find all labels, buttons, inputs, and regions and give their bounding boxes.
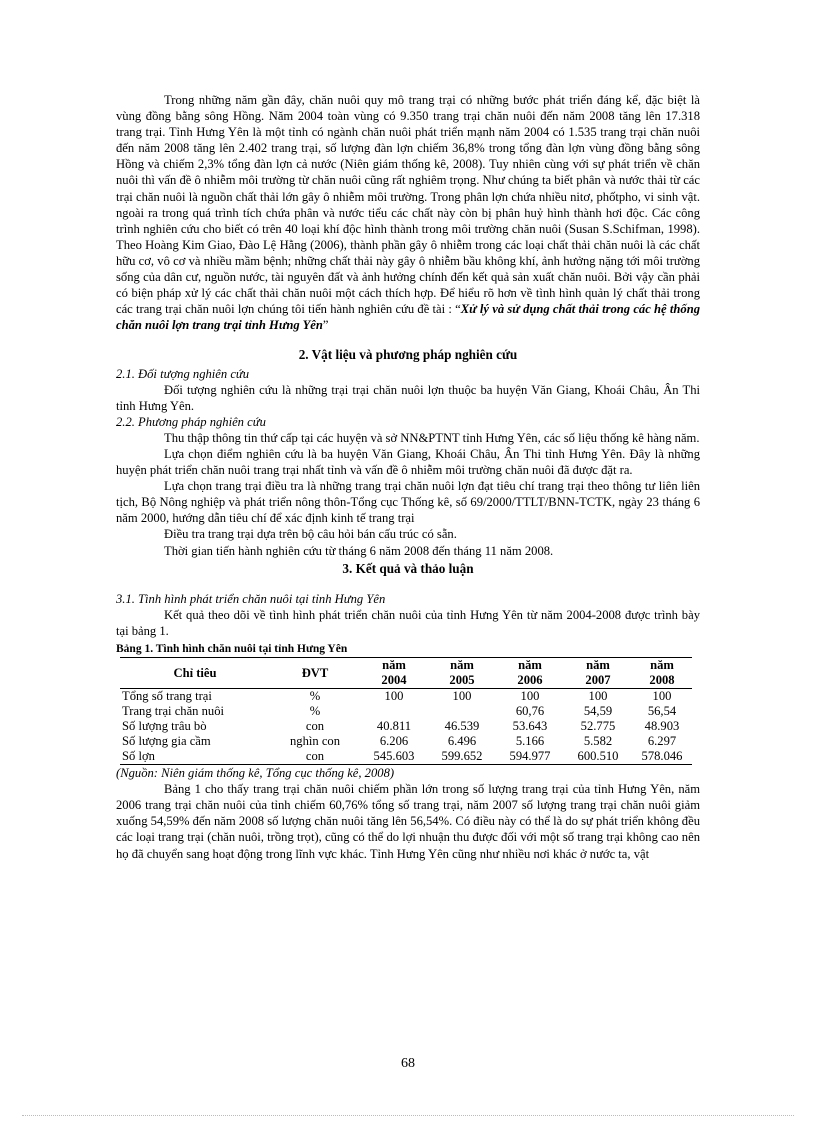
table-source: (Nguồn: Niên giám thống kê, Tổng cục thống kê, 2008) (116, 766, 395, 781)
method-paragraph-2: Lựa chọn điểm nghiên cứu là ba huyện Văn Giang, Khoái Châu, Ân Thi tỉnh Hưng Yên. Đây là những huyện phát triển chăn nuôi trang trại nhất tỉnh và vấn đề ô nhiễm môi trường chăn nuôi đã được đặt ra. (116, 446, 700, 478)
table-caption: Bảng 1. Tình hình chăn nuôi tại tỉnh Hưng Yên (116, 643, 348, 655)
cell-2004: 40.811 (376, 719, 412, 734)
cell-2004: 545.603 (360, 749, 428, 765)
method-paragraph-1: Thu thập thông tin thứ cấp tại các huyện và sở NN&PTNT tỉnh Hưng Yên, các số liệu thống kê hàng năm. (164, 430, 700, 445)
method-paragraph-5: Thời gian tiến hành nghiên cứu từ tháng 6 năm 2008 đến tháng 11 năm 2008. (164, 543, 554, 558)
cell-2006: 5.166 (515, 734, 545, 749)
section-3-1-title: 3.1. Tình hình phát triển chăn nuôi tại tỉnh Hưng Yên (116, 591, 386, 606)
table-row (120, 719, 692, 734)
row-unit: % (309, 704, 321, 719)
cell-2007: 54,59 (583, 704, 613, 719)
cell-2007: 52.775 (580, 719, 616, 734)
study-title: Xử lý và sử dụng chất thải trong các hệ thống chăn nuôi lợn trang trại tỉnh Hưng Yên (116, 302, 700, 333)
table-header-row (120, 658, 692, 689)
intro-paragraph: Trong những năm gần đây, chăn nuôi quy mô trang trại có những bước phát triển đáng kể, đặc biệt là vùng đồng bằng sông Hồng. Năm 2004 toàn vùng có 9.350 trang trại chăn nuôi đến năm 2008 tăng lên 17.318 trang trại. Tỉnh Hưng Yên là một tỉnh có ngành chăn nuôi phát triển mạnh năm 2004 có 1.535 trang trại chăn nuôi đến năm 2008 tăng lên 2.402 trang trại, số lượng đàn lợn chiếm 36,8% trong tổng đàn lợn vùng đồng bằng sông Hồng và chiếm 2,3% tổng đàn lợn cả nước (Niên giám thống kê, 2008). Tuy nhiên cùng với sự phát triển về chăn nuôi thì vấn đề ô nhiễm môi trường từ chăn nuôi cũng rất nghiêm trọng. Như chúng ta biết phân và nước thải từ các trại chăn nuôi là nguồn chất thải lớn gây ô nhiễm môi trường. Trong phân lợn chứa nhiều nitơ, phốtpho, vi sinh vật. ngoài ra trong quá trình tích chứa phân và nước tiểu các chất này còn bị phân huỷ hình thành hơi độc. Các công trình nghiên cứu cho biết có trên 40 loại khí độc hình thành trong môi trường chăn nuôi (Susan S.Schifman, 1998). Theo Hoàng Kim Giao, Đào Lệ Hằng (2006), thành phần gây ô nhiễm trong các loại chất thải chăn nuôi là các chất hữu cơ, vô cơ và nhiều mầm bệnh; những chất thải này gây ô nhiễm bầu không khí, ảnh hưởng nặng tới môi trường sống của dân cư, nguồn nước, tài nguyên đất và ảnh hưởng chính đến kết quả sản xuất chăn nuôi. Bởi vậy cần phải có biện pháp xử lý các chất thải chăn nuôi một cách thích hợp. Để hiểu rõ hơn về tình hình quản lý chất thải trong các trang trại chăn nuôi lợn chúng tôi tiến hành nghiên cứu đề tài : “Xử lý và sử dụng chất thải trong các hệ thống chăn nuôi lợn trang trại tỉnh Hưng Yên” (116, 93, 700, 333)
row-label: Số lợn (120, 749, 270, 765)
cell-2006: 594.977 (496, 749, 564, 765)
cell-2005: 46.539 (444, 719, 480, 734)
cell-2008: 56,54 (647, 704, 677, 719)
table-row (120, 689, 692, 705)
cell-2005: 6.496 (447, 734, 477, 749)
cell-2006: 60,76 (515, 704, 545, 719)
method-paragraph-4: Điều tra trang trại dựa trên bộ câu hỏi bán cấu trúc có sẵn. (164, 527, 457, 542)
section-2-2-title: 2.2. Phương pháp nghiên cứu (116, 414, 266, 429)
cell-2005: 100 (452, 689, 472, 704)
cell-2007: 100 (588, 689, 608, 704)
table-row (120, 749, 692, 765)
header-chi-tieu: Chỉ tiêu (120, 658, 270, 689)
livestock-table (120, 657, 692, 765)
page-number: 68 (401, 1056, 415, 1071)
header-dvt: ĐVT (270, 658, 360, 689)
cell-2005: 599.652 (428, 749, 496, 765)
header-2004: năm 2004 (360, 658, 428, 689)
header-2005: năm 2005 (428, 658, 496, 689)
table-row (120, 704, 692, 719)
discussion-paragraph: Bảng 1 cho thấy trang trại chăn nuôi chiếm phần lớn trong số lượng trang trại của tỉnh Hưng Yên, năm 2006 trang trại chăn nuôi của tỉnh chiếm 60,76% tổng số trang trại, năm 2007 số lượng trang trại chăn nuôi giảm xuống 54,59% đến năm 2008 số lượng chăn nuôi tăng lên 56,54%. Có điều này có thể là do sự phát triển không đều các loại trang trại (chăn nuôi, trồng trọt), cũng có thể do lợi nhuận thu được đối với một số trang trại không cao nên họ đã chuyển sang hoạt động trong lĩnh vực khác. Tỉnh Hưng Yên cũng như nhiều nơi khác ở nước ta, vật (116, 782, 700, 861)
row-unit: con (270, 749, 360, 765)
cell-2007: 600.510 (564, 749, 632, 765)
cell-2004: 6.206 (379, 734, 409, 749)
section-2-1-title: 2.1. Đối tượng nghiên cứu (116, 366, 250, 381)
row-label: Số lượng trâu bò (122, 719, 207, 734)
section-2-heading: 2. Vật liệu và phương pháp nghiên cứu (298, 347, 518, 363)
row-label: Tổng số trang trại (122, 689, 212, 704)
row-label: Trang trại chăn nuôi (122, 704, 225, 719)
cell-2008: 578.046 (632, 749, 692, 765)
method-paragraph-3: Lựa chọn trang trại điều tra là những trang trại chăn nuôi lợn đạt tiêu chí trang trại theo thông tư liên liên tịch, Bộ Nông nghiệp và phát triển nông thôn-Tổng cục Thống kê, số 69/2000/TTLT/BNN-TCTK, ngày 23 tháng 6 năm 2000, hướng dẫn tiêu chí để xác định kinh tế trang trại (116, 479, 700, 526)
section-3-1-text: Kết quả theo dõi về tình hình phát triển chăn nuôi của tỉnh Hưng Yên từ năm 2004-2008 được trình bày tại bảng 1. (116, 607, 700, 638)
row-unit: % (309, 689, 321, 704)
header-2008: năm 2008 (632, 658, 692, 689)
cell-2008: 100 (652, 689, 672, 704)
cell-2005 (428, 704, 496, 719)
row-label: Số lượng gia cầm (122, 734, 211, 749)
section-3-heading: 3. Kết quả và thảo luận (342, 560, 474, 576)
page-bottom-border (22, 1115, 794, 1116)
cell-2007: 5.582 (583, 734, 613, 749)
header-2007: năm 2007 (564, 658, 632, 689)
header-2006: năm 2006 (496, 658, 564, 689)
row-unit: con (305, 719, 325, 734)
cell-2004 (360, 704, 428, 719)
row-unit: nghìn con (289, 734, 341, 749)
section-2-1-text: Đối tượng nghiên cứu là những trại trại chăn nuôi lợn thuộc ba huyện Văn Giang, Khoái Châu, Ân Thi tỉnh Hưng Yên. (116, 382, 700, 413)
cell-2004: 100 (384, 689, 404, 704)
cell-2008: 6.297 (647, 734, 677, 749)
cell-2006: 100 (520, 689, 540, 704)
page-body (116, 92, 700, 862)
cell-2006: 53.643 (512, 719, 548, 734)
cell-2008: 48.903 (644, 719, 680, 734)
table-row (120, 734, 692, 749)
